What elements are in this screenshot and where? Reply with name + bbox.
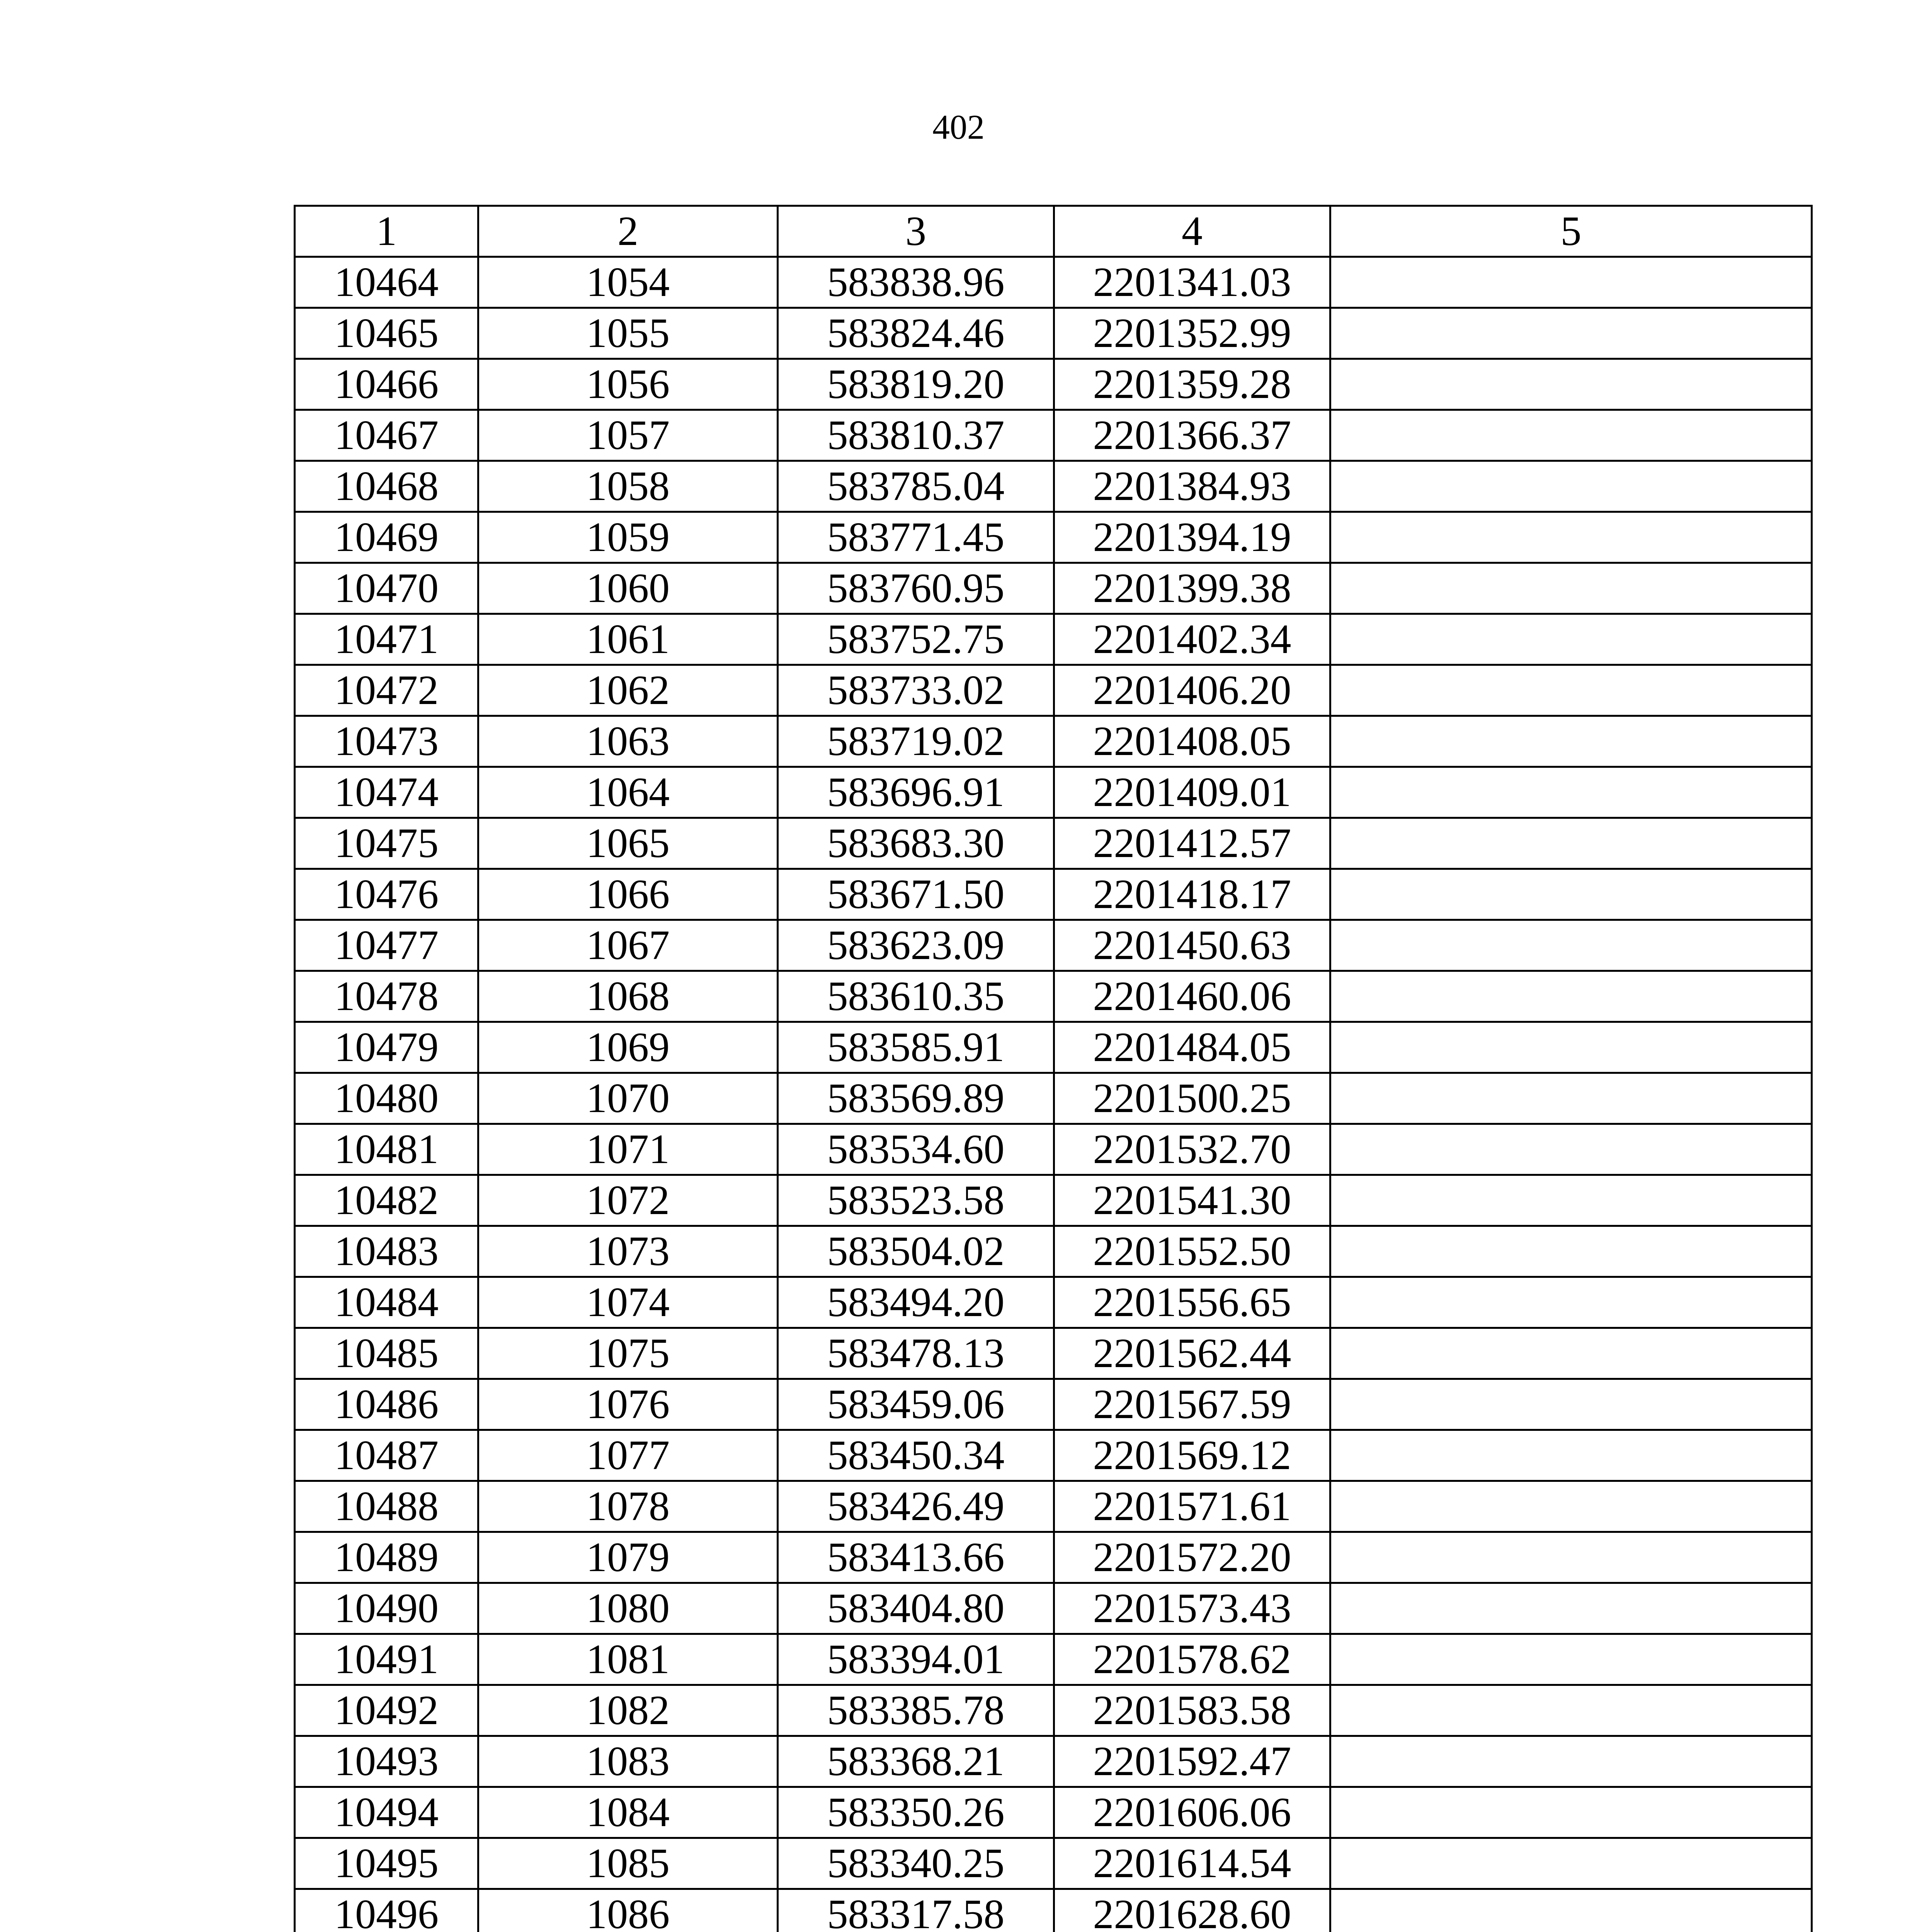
cell-y-coordinate: 2201614.54 bbox=[1054, 1838, 1330, 1889]
cell-point-number: 10484 bbox=[295, 1277, 478, 1328]
cell-x-coordinate: 583317.58 bbox=[778, 1889, 1054, 1932]
cell-x-coordinate: 583534.60 bbox=[778, 1124, 1054, 1175]
table-row bbox=[295, 1736, 1812, 1787]
cell-note bbox=[1330, 1124, 1812, 1175]
cell-note bbox=[1330, 665, 1812, 716]
table-row bbox=[295, 1685, 1812, 1736]
table-row bbox=[295, 1889, 1812, 1932]
cell-index: 1079 bbox=[478, 1532, 778, 1583]
cell-x-coordinate: 583610.35 bbox=[778, 971, 1054, 1022]
cell-index: 1067 bbox=[478, 920, 778, 971]
cell-y-coordinate: 2201412.57 bbox=[1054, 818, 1330, 869]
table-row bbox=[295, 410, 1812, 461]
cell-index: 1080 bbox=[478, 1583, 778, 1634]
cell-y-coordinate: 2201409.01 bbox=[1054, 767, 1330, 818]
cell-y-coordinate: 2201406.20 bbox=[1054, 665, 1330, 716]
cell-y-coordinate: 2201606.06 bbox=[1054, 1787, 1330, 1838]
table-body bbox=[295, 257, 1812, 1932]
table-row bbox=[295, 971, 1812, 1022]
table-row bbox=[295, 1022, 1812, 1073]
cell-point-number: 10483 bbox=[295, 1226, 478, 1277]
header-cell-col3: 3 bbox=[778, 206, 1054, 257]
table-row bbox=[295, 1073, 1812, 1124]
cell-y-coordinate: 2201628.60 bbox=[1054, 1889, 1330, 1932]
cell-index: 1077 bbox=[478, 1430, 778, 1481]
table-row bbox=[295, 1787, 1812, 1838]
table-row bbox=[295, 1379, 1812, 1430]
cell-point-number: 10487 bbox=[295, 1430, 478, 1481]
table-row bbox=[295, 1838, 1812, 1889]
cell-index: 1068 bbox=[478, 971, 778, 1022]
cell-note bbox=[1330, 1430, 1812, 1481]
cell-x-coordinate: 583413.66 bbox=[778, 1532, 1054, 1583]
cell-point-number: 10471 bbox=[295, 614, 478, 665]
cell-index: 1086 bbox=[478, 1889, 778, 1932]
cell-point-number: 10485 bbox=[295, 1328, 478, 1379]
cell-y-coordinate: 2201573.43 bbox=[1054, 1583, 1330, 1634]
cell-x-coordinate: 583838.96 bbox=[778, 257, 1054, 308]
cell-index: 1055 bbox=[478, 308, 778, 359]
cell-note bbox=[1330, 1328, 1812, 1379]
cell-index: 1084 bbox=[478, 1787, 778, 1838]
cell-index: 1070 bbox=[478, 1073, 778, 1124]
cell-y-coordinate: 2201532.70 bbox=[1054, 1124, 1330, 1175]
header-cell-col2: 2 bbox=[478, 206, 778, 257]
cell-note bbox=[1330, 1532, 1812, 1583]
cell-point-number: 10492 bbox=[295, 1685, 478, 1736]
cell-note bbox=[1330, 1634, 1812, 1685]
cell-point-number: 10482 bbox=[295, 1175, 478, 1226]
cell-x-coordinate: 583459.06 bbox=[778, 1379, 1054, 1430]
table-row bbox=[295, 1328, 1812, 1379]
cell-x-coordinate: 583368.21 bbox=[778, 1736, 1054, 1787]
cell-x-coordinate: 583671.50 bbox=[778, 869, 1054, 920]
cell-index: 1082 bbox=[478, 1685, 778, 1736]
cell-x-coordinate: 583494.20 bbox=[778, 1277, 1054, 1328]
cell-y-coordinate: 2201384.93 bbox=[1054, 461, 1330, 512]
cell-note bbox=[1330, 1583, 1812, 1634]
cell-y-coordinate: 2201556.65 bbox=[1054, 1277, 1330, 1328]
cell-y-coordinate: 2201583.58 bbox=[1054, 1685, 1330, 1736]
table-row bbox=[295, 1124, 1812, 1175]
cell-index: 1056 bbox=[478, 359, 778, 410]
table-header bbox=[295, 206, 1812, 257]
cell-index: 1063 bbox=[478, 716, 778, 767]
cell-y-coordinate: 2201572.20 bbox=[1054, 1532, 1330, 1583]
cell-y-coordinate: 2201562.44 bbox=[1054, 1328, 1330, 1379]
cell-point-number: 10467 bbox=[295, 410, 478, 461]
cell-note bbox=[1330, 614, 1812, 665]
table-row bbox=[295, 359, 1812, 410]
header-row bbox=[295, 206, 1812, 257]
cell-y-coordinate: 2201571.61 bbox=[1054, 1481, 1330, 1532]
table-row bbox=[295, 665, 1812, 716]
table-row bbox=[295, 614, 1812, 665]
cell-point-number: 10476 bbox=[295, 869, 478, 920]
cell-x-coordinate: 583478.13 bbox=[778, 1328, 1054, 1379]
cell-y-coordinate: 2201352.99 bbox=[1054, 308, 1330, 359]
coordinates-table bbox=[294, 205, 1813, 1932]
cell-x-coordinate: 583523.58 bbox=[778, 1175, 1054, 1226]
cell-point-number: 10474 bbox=[295, 767, 478, 818]
cell-note bbox=[1330, 1379, 1812, 1430]
cell-y-coordinate: 2201366.37 bbox=[1054, 410, 1330, 461]
cell-x-coordinate: 583340.25 bbox=[778, 1838, 1054, 1889]
cell-y-coordinate: 2201567.59 bbox=[1054, 1379, 1330, 1430]
cell-note bbox=[1330, 920, 1812, 971]
cell-note bbox=[1330, 308, 1812, 359]
table-row bbox=[295, 1481, 1812, 1532]
cell-x-coordinate: 583733.02 bbox=[778, 665, 1054, 716]
cell-y-coordinate: 2201569.12 bbox=[1054, 1430, 1330, 1481]
cell-y-coordinate: 2201402.34 bbox=[1054, 614, 1330, 665]
cell-note bbox=[1330, 1073, 1812, 1124]
cell-point-number: 10493 bbox=[295, 1736, 478, 1787]
table-row bbox=[295, 767, 1812, 818]
cell-point-number: 10494 bbox=[295, 1787, 478, 1838]
table-row bbox=[295, 1583, 1812, 1634]
cell-y-coordinate: 2201552.50 bbox=[1054, 1226, 1330, 1277]
cell-index: 1062 bbox=[478, 665, 778, 716]
cell-index: 1085 bbox=[478, 1838, 778, 1889]
cell-y-coordinate: 2201484.05 bbox=[1054, 1022, 1330, 1073]
cell-index: 1083 bbox=[478, 1736, 778, 1787]
cell-x-coordinate: 583385.78 bbox=[778, 1685, 1054, 1736]
cell-x-coordinate: 583683.30 bbox=[778, 818, 1054, 869]
header-cell-col1: 1 bbox=[295, 206, 478, 257]
table-row bbox=[295, 257, 1812, 308]
table-row bbox=[295, 461, 1812, 512]
cell-index: 1072 bbox=[478, 1175, 778, 1226]
cell-note bbox=[1330, 1226, 1812, 1277]
cell-index: 1059 bbox=[478, 512, 778, 563]
cell-x-coordinate: 583785.04 bbox=[778, 461, 1054, 512]
cell-x-coordinate: 583350.26 bbox=[778, 1787, 1054, 1838]
cell-x-coordinate: 583569.89 bbox=[778, 1073, 1054, 1124]
cell-x-coordinate: 583752.75 bbox=[778, 614, 1054, 665]
table-row bbox=[295, 563, 1812, 614]
cell-x-coordinate: 583696.91 bbox=[778, 767, 1054, 818]
cell-note bbox=[1330, 512, 1812, 563]
cell-x-coordinate: 583585.91 bbox=[778, 1022, 1054, 1073]
page-number: 402 bbox=[932, 108, 985, 146]
cell-point-number: 10491 bbox=[295, 1634, 478, 1685]
cell-index: 1065 bbox=[478, 818, 778, 869]
table-row bbox=[295, 1532, 1812, 1583]
cell-x-coordinate: 583824.46 bbox=[778, 308, 1054, 359]
cell-note bbox=[1330, 563, 1812, 614]
cell-index: 1060 bbox=[478, 563, 778, 614]
cell-point-number: 10488 bbox=[295, 1481, 478, 1532]
cell-point-number: 10496 bbox=[295, 1889, 478, 1932]
cell-y-coordinate: 2201460.06 bbox=[1054, 971, 1330, 1022]
table-row bbox=[295, 1226, 1812, 1277]
table-row bbox=[295, 1634, 1812, 1685]
cell-note bbox=[1330, 767, 1812, 818]
cell-y-coordinate: 2201592.47 bbox=[1054, 1736, 1330, 1787]
cell-index: 1074 bbox=[478, 1277, 778, 1328]
cell-point-number: 10478 bbox=[295, 971, 478, 1022]
cell-index: 1078 bbox=[478, 1481, 778, 1532]
cell-y-coordinate: 2201500.25 bbox=[1054, 1073, 1330, 1124]
cell-index: 1081 bbox=[478, 1634, 778, 1685]
cell-point-number: 10477 bbox=[295, 920, 478, 971]
cell-y-coordinate: 2201541.30 bbox=[1054, 1175, 1330, 1226]
table-row bbox=[295, 1175, 1812, 1226]
cell-index: 1076 bbox=[478, 1379, 778, 1430]
cell-y-coordinate: 2201359.28 bbox=[1054, 359, 1330, 410]
cell-note bbox=[1330, 1481, 1812, 1532]
cell-note bbox=[1330, 410, 1812, 461]
cell-note bbox=[1330, 1736, 1812, 1787]
cell-y-coordinate: 2201399.38 bbox=[1054, 563, 1330, 614]
cell-note bbox=[1330, 716, 1812, 767]
cell-x-coordinate: 583504.02 bbox=[778, 1226, 1054, 1277]
cell-note bbox=[1330, 1838, 1812, 1889]
cell-point-number: 10479 bbox=[295, 1022, 478, 1073]
cell-y-coordinate: 2201408.05 bbox=[1054, 716, 1330, 767]
cell-note bbox=[1330, 818, 1812, 869]
cell-index: 1071 bbox=[478, 1124, 778, 1175]
cell-index: 1073 bbox=[478, 1226, 778, 1277]
cell-point-number: 10481 bbox=[295, 1124, 478, 1175]
cell-x-coordinate: 583760.95 bbox=[778, 563, 1054, 614]
cell-x-coordinate: 583394.01 bbox=[778, 1634, 1054, 1685]
cell-x-coordinate: 583810.37 bbox=[778, 410, 1054, 461]
cell-y-coordinate: 2201578.62 bbox=[1054, 1634, 1330, 1685]
cell-y-coordinate: 2201341.03 bbox=[1054, 257, 1330, 308]
cell-note bbox=[1330, 1175, 1812, 1226]
cell-note bbox=[1330, 257, 1812, 308]
cell-x-coordinate: 583819.20 bbox=[778, 359, 1054, 410]
table-row bbox=[295, 308, 1812, 359]
cell-note bbox=[1330, 971, 1812, 1022]
cell-y-coordinate: 2201450.63 bbox=[1054, 920, 1330, 971]
header-cell-col4: 4 bbox=[1054, 206, 1330, 257]
cell-index: 1058 bbox=[478, 461, 778, 512]
cell-x-coordinate: 583426.49 bbox=[778, 1481, 1054, 1532]
cell-index: 1061 bbox=[478, 614, 778, 665]
cell-point-number: 10464 bbox=[295, 257, 478, 308]
cell-point-number: 10486 bbox=[295, 1379, 478, 1430]
cell-note bbox=[1330, 1787, 1812, 1838]
cell-note bbox=[1330, 1277, 1812, 1328]
table-row bbox=[295, 716, 1812, 767]
cell-point-number: 10465 bbox=[295, 308, 478, 359]
cell-index: 1075 bbox=[478, 1328, 778, 1379]
cell-index: 1054 bbox=[478, 257, 778, 308]
table-row bbox=[295, 512, 1812, 563]
cell-point-number: 10469 bbox=[295, 512, 478, 563]
cell-index: 1064 bbox=[478, 767, 778, 818]
cell-y-coordinate: 2201418.17 bbox=[1054, 869, 1330, 920]
cell-note bbox=[1330, 869, 1812, 920]
cell-x-coordinate: 583623.09 bbox=[778, 920, 1054, 971]
cell-point-number: 10473 bbox=[295, 716, 478, 767]
cell-point-number: 10466 bbox=[295, 359, 478, 410]
cell-x-coordinate: 583771.45 bbox=[778, 512, 1054, 563]
cell-note bbox=[1330, 1685, 1812, 1736]
table-row bbox=[295, 818, 1812, 869]
cell-note bbox=[1330, 461, 1812, 512]
cell-x-coordinate: 583719.02 bbox=[778, 716, 1054, 767]
cell-note bbox=[1330, 359, 1812, 410]
cell-index: 1066 bbox=[478, 869, 778, 920]
cell-index: 1057 bbox=[478, 410, 778, 461]
table-row bbox=[295, 920, 1812, 971]
table-row bbox=[295, 1277, 1812, 1328]
cell-x-coordinate: 583450.34 bbox=[778, 1430, 1054, 1481]
cell-note bbox=[1330, 1889, 1812, 1932]
cell-point-number: 10489 bbox=[295, 1532, 478, 1583]
cell-point-number: 10472 bbox=[295, 665, 478, 716]
cell-note bbox=[1330, 1022, 1812, 1073]
cell-point-number: 10470 bbox=[295, 563, 478, 614]
cell-index: 1069 bbox=[478, 1022, 778, 1073]
cell-point-number: 10475 bbox=[295, 818, 478, 869]
table-row bbox=[295, 1430, 1812, 1481]
cell-point-number: 10480 bbox=[295, 1073, 478, 1124]
cell-point-number: 10495 bbox=[295, 1838, 478, 1889]
cell-x-coordinate: 583404.80 bbox=[778, 1583, 1054, 1634]
table-row bbox=[295, 869, 1812, 920]
cell-point-number: 10490 bbox=[295, 1583, 478, 1634]
cell-point-number: 10468 bbox=[295, 461, 478, 512]
cell-y-coordinate: 2201394.19 bbox=[1054, 512, 1330, 563]
header-cell-col5: 5 bbox=[1330, 206, 1812, 257]
